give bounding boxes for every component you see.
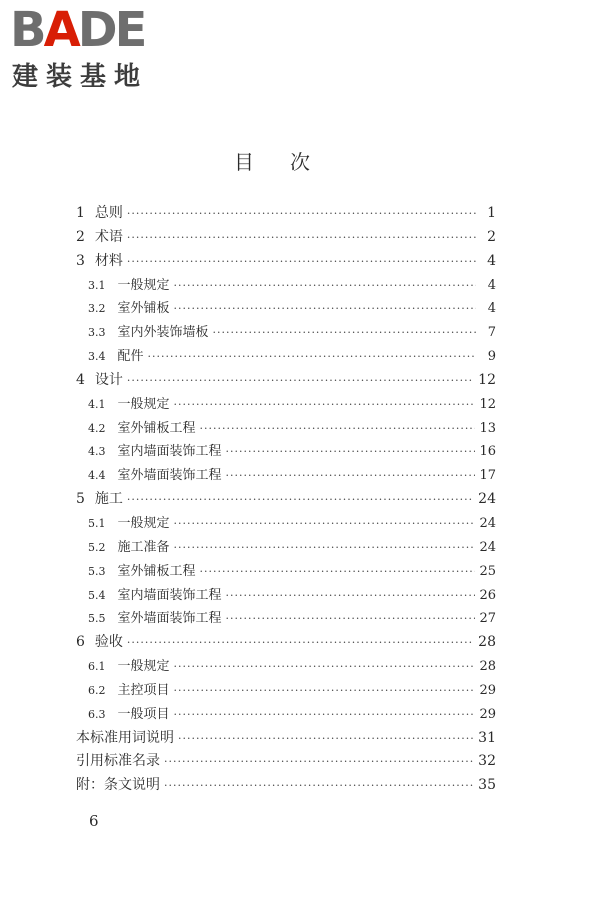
toc-entry-number: 3.2 xyxy=(88,302,106,316)
toc-entry-page: 29 xyxy=(479,682,496,698)
toc-entry-title: 验收 xyxy=(94,634,123,651)
toc-entry xyxy=(76,631,496,655)
toc-entry xyxy=(76,250,496,274)
toc-entry-page: 13 xyxy=(479,420,496,436)
toc-entry-title: 一般规定 xyxy=(117,396,170,412)
toc-entry-title: 配件 xyxy=(117,349,144,365)
dot-leader xyxy=(127,374,474,387)
logo-wordmark: BADE xyxy=(10,2,145,58)
toc-entry-page: 28 xyxy=(479,659,496,675)
dot-leader xyxy=(174,708,476,721)
toc-entry xyxy=(76,393,496,417)
dot-leader xyxy=(226,445,476,458)
dot-leader xyxy=(127,231,476,244)
toc-entry-title: 术语 xyxy=(94,228,123,245)
toc-entry-page: 35 xyxy=(478,777,496,794)
dot-leader xyxy=(200,422,476,435)
toc-entry-title: 材料 xyxy=(94,252,123,269)
toc-entry-page: 4 xyxy=(487,277,496,293)
toc-entry-page: 24 xyxy=(479,515,496,531)
toc-entry xyxy=(76,464,496,488)
toc-entry-title: 主控项目 xyxy=(117,682,170,698)
toc-entry-number: 5.4 xyxy=(88,588,106,602)
toc-entry-number: 3.3 xyxy=(88,326,106,340)
toc-entry-title: 一般规定 xyxy=(117,659,170,675)
toc-entry-title: 室内墙面装饰工程 xyxy=(117,444,222,460)
dot-leader xyxy=(174,398,476,411)
table-of-contents xyxy=(76,202,496,798)
toc-entry-number: 5.1 xyxy=(88,516,106,530)
toc-entry-page: 2 xyxy=(487,228,496,245)
toc-entry-title: 附：条文说明 xyxy=(76,777,160,794)
toc-entry xyxy=(76,417,496,441)
toc-entry-number: 6.2 xyxy=(88,683,106,697)
toc-entry xyxy=(76,345,496,369)
toc-entry-title: 一般项目 xyxy=(117,706,170,722)
dot-leader xyxy=(127,255,476,268)
dot-leader xyxy=(174,541,476,554)
toc-entry-page: 16 xyxy=(479,444,496,460)
toc-entry-title: 室外铺板 xyxy=(117,301,170,317)
toc-entry-number: 5.2 xyxy=(88,540,106,554)
toc-entry-page: 24 xyxy=(478,491,496,508)
toc-entry xyxy=(76,274,496,298)
toc-entry-number: 4.3 xyxy=(88,445,106,459)
toc-entry xyxy=(76,727,496,751)
dot-leader xyxy=(226,612,476,625)
toc-entry-page: 9 xyxy=(487,349,496,365)
toc-entry-page: 7 xyxy=(487,325,496,341)
toc-entry xyxy=(76,202,496,226)
toc-entry-page: 28 xyxy=(478,634,496,651)
toc-entry-number: 4.4 xyxy=(88,469,106,483)
dot-leader xyxy=(213,326,476,339)
toc-entry-title: 施工 xyxy=(94,491,123,508)
toc-entry-number: 4.1 xyxy=(88,397,106,411)
toc-entry-page: 24 xyxy=(479,539,496,555)
toc-entry-number: 4 xyxy=(76,371,85,388)
toc-entry xyxy=(76,607,496,631)
toc-entry-title: 室外墙面装饰工程 xyxy=(117,468,222,484)
dot-leader xyxy=(174,302,476,315)
toc-entry-title: 本标准用词说明 xyxy=(76,729,174,746)
toc-entry xyxy=(76,536,496,560)
toc-entry-number: 3 xyxy=(76,252,85,269)
toc-entry-title: 施工准备 xyxy=(117,539,170,555)
toc-entry xyxy=(76,226,496,250)
toc-entry-page: 12 xyxy=(479,396,496,412)
toc-entry xyxy=(76,512,496,536)
toc-entry-page: 29 xyxy=(479,706,496,722)
toc-entry-number: 6.3 xyxy=(88,707,106,721)
toc-entry-title: 总则 xyxy=(94,205,123,221)
toc-entry-number: 6.1 xyxy=(88,660,106,674)
toc-entry-number: 4.2 xyxy=(88,421,106,435)
toc-entry-title: 室外墙面装饰工程 xyxy=(117,611,222,627)
logo xyxy=(10,2,149,93)
toc-entry-title: 一般规定 xyxy=(117,515,170,531)
toc-entry xyxy=(76,655,496,679)
toc-entry-number: 1 xyxy=(76,205,85,221)
toc-entry-title: 室内外装饰墙板 xyxy=(117,325,209,341)
dot-leader xyxy=(164,755,474,768)
toc-entry-number: 5.3 xyxy=(88,564,106,578)
dot-leader xyxy=(200,565,476,578)
dot-leader xyxy=(174,517,476,530)
toc-entry-page: 32 xyxy=(478,753,496,770)
dot-leader xyxy=(127,493,474,506)
toc-entry-title: 室外铺板工程 xyxy=(117,420,196,436)
toc-entry-page: 25 xyxy=(479,563,496,579)
toc-entry-title: 设计 xyxy=(94,371,123,388)
toc-entry-page: 31 xyxy=(478,729,496,746)
dot-leader xyxy=(226,469,476,482)
page-number: 6 xyxy=(89,812,99,830)
dot-leader xyxy=(174,660,476,673)
toc-entry-number: 5 xyxy=(76,491,85,508)
toc-entry-page: 27 xyxy=(479,611,496,627)
toc-entry xyxy=(76,369,496,393)
toc-entry-page: 17 xyxy=(479,468,496,484)
toc-entry-page: 12 xyxy=(478,371,496,388)
toc-entry xyxy=(76,297,496,321)
dot-leader xyxy=(127,207,476,220)
page-title: 目次 xyxy=(234,150,346,174)
toc-entry-title: 室内墙面装饰工程 xyxy=(117,587,222,603)
toc-entry xyxy=(76,560,496,584)
toc-entry-number: 5.5 xyxy=(88,612,106,626)
toc-entry-number: 6 xyxy=(76,634,85,651)
dot-leader xyxy=(174,684,476,697)
toc-entry xyxy=(76,679,496,703)
dot-leader xyxy=(148,350,476,363)
dot-leader xyxy=(164,779,474,792)
toc-entry-number: 3.1 xyxy=(88,278,106,292)
dot-leader xyxy=(174,279,476,292)
dot-leader xyxy=(127,636,474,649)
toc-entry xyxy=(76,703,496,727)
toc-entry xyxy=(76,750,496,774)
toc-entry-page: 4 xyxy=(487,301,496,317)
dot-leader xyxy=(226,589,476,602)
toc-entry xyxy=(76,488,496,512)
toc-entry-title: 室外铺板工程 xyxy=(117,563,196,579)
toc-entry-page: 26 xyxy=(479,587,496,603)
toc-entry-page: 4 xyxy=(487,252,496,269)
toc-entry-title: 引用标准名录 xyxy=(76,753,160,770)
toc-entry-number: 3.4 xyxy=(88,350,106,364)
toc-entry xyxy=(76,440,496,464)
logo-subtitle: 建装基地 xyxy=(12,62,149,92)
toc-entry-title: 一般规定 xyxy=(117,277,170,293)
toc-entry-page: 1 xyxy=(487,205,496,221)
toc-entry xyxy=(76,774,496,798)
toc-entry xyxy=(76,584,496,608)
dot-leader xyxy=(178,732,474,745)
toc-entry-number: 2 xyxy=(76,228,85,245)
toc-entry xyxy=(76,321,496,345)
